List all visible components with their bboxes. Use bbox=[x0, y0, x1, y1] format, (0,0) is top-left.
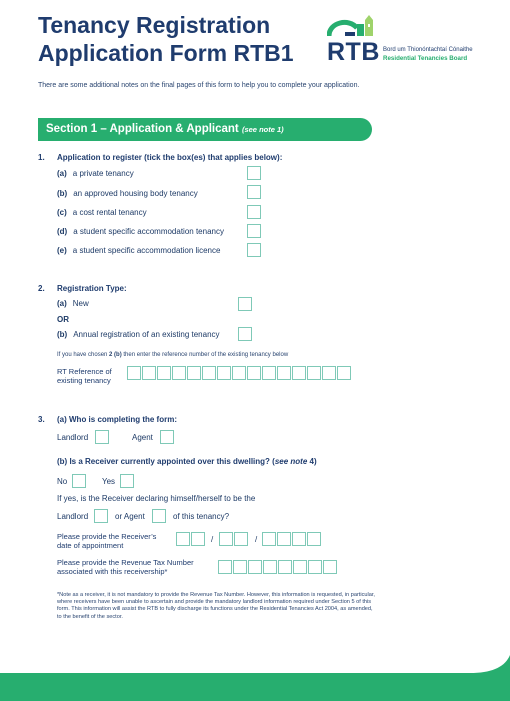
date-cell[interactable] bbox=[191, 532, 205, 546]
section-1-note: (see note 1) bbox=[241, 125, 284, 134]
q2-ref-label: RT Reference of existing tenancy bbox=[57, 367, 112, 385]
date-cell[interactable] bbox=[277, 532, 291, 546]
ref-cell[interactable] bbox=[262, 366, 276, 380]
date-cell[interactable] bbox=[234, 532, 248, 546]
q1-checkbox-a[interactable] bbox=[247, 166, 261, 180]
ref-cell[interactable] bbox=[187, 366, 201, 380]
rtb-logo-text: RTB bbox=[327, 38, 380, 66]
intro-text: There are some additional notes on the final pages of this form to help you to complete your application. bbox=[38, 82, 360, 89]
tax-cell[interactable] bbox=[233, 560, 247, 574]
q3a-landlord-label: Landlord bbox=[57, 433, 89, 442]
ref-cell[interactable] bbox=[127, 366, 141, 380]
q3b-tax-number-input[interactable] bbox=[218, 560, 338, 574]
q3b-yes-checkbox[interactable] bbox=[120, 474, 134, 488]
tax-cell[interactable] bbox=[323, 560, 337, 574]
ref-cell[interactable] bbox=[217, 366, 231, 380]
q3a-title: (a) Who is completing the form: bbox=[57, 415, 177, 424]
ref-cell[interactable] bbox=[277, 366, 291, 380]
ref-cell[interactable] bbox=[172, 366, 186, 380]
q3b-no-checkbox[interactable] bbox=[72, 474, 86, 488]
date-separator: / bbox=[211, 535, 214, 544]
date-cell[interactable] bbox=[292, 532, 306, 546]
tax-cell[interactable] bbox=[293, 560, 307, 574]
date-cell[interactable] bbox=[307, 532, 321, 546]
q1-checkbox-e[interactable] bbox=[247, 243, 261, 257]
logo-irish-name: Bord um Thionóntachtaí Cónaithe bbox=[383, 47, 473, 53]
q1-option-a: (a) a private tenancy bbox=[57, 169, 134, 178]
q3b-of-tenancy-label: of this tenancy? bbox=[173, 512, 230, 521]
q3b-title: (b) Is a Receiver currently appointed over this dwelling? (see note 4) bbox=[57, 457, 317, 466]
q3b-or-agent-label: or Agent bbox=[115, 512, 145, 521]
footer-wave bbox=[0, 655, 510, 701]
rtb-house-logo-icon bbox=[327, 14, 381, 38]
q3b-date-label: Please provide the Receiver’s date of appointment bbox=[57, 532, 157, 550]
tax-cell[interactable] bbox=[263, 560, 277, 574]
section-1-title: Section 1 – Application & Applicant bbox=[46, 123, 239, 135]
q3b-date-month[interactable] bbox=[219, 532, 249, 546]
date-cell[interactable] bbox=[262, 532, 276, 546]
q2-checkbox-new[interactable] bbox=[238, 297, 252, 311]
q3b-date-year[interactable] bbox=[262, 532, 322, 546]
ref-cell[interactable] bbox=[202, 366, 216, 380]
q1-option-b: (b) an approved housing body tenancy bbox=[57, 189, 198, 198]
tax-cell[interactable] bbox=[218, 560, 232, 574]
q1-option-c: (c) a cost rental tenancy bbox=[57, 208, 147, 217]
q2-number: 2. bbox=[38, 284, 45, 293]
form-title-line2: Application Form RTB1 bbox=[38, 40, 294, 66]
q3a-agent-label: Agent bbox=[132, 433, 153, 442]
q1-number: 1. bbox=[38, 153, 45, 162]
q3b-agent-checkbox[interactable] bbox=[152, 509, 166, 523]
section-1-header bbox=[38, 118, 372, 141]
ref-cell[interactable] bbox=[232, 366, 246, 380]
q3a-agent-checkbox[interactable] bbox=[160, 430, 174, 444]
q2-option-b: (b) Annual registration of an existing tenancy bbox=[57, 330, 220, 339]
q2-reference-input[interactable] bbox=[127, 366, 352, 380]
q3b-landlord-label: Landlord bbox=[57, 512, 89, 521]
q3b-landlord-checkbox[interactable] bbox=[94, 509, 108, 523]
ref-cell[interactable] bbox=[322, 366, 336, 380]
q3a-landlord-checkbox[interactable] bbox=[95, 430, 109, 444]
q2-title: Registration Type: bbox=[57, 284, 127, 293]
date-cell[interactable] bbox=[219, 532, 233, 546]
q2-or: OR bbox=[57, 315, 69, 324]
tax-cell[interactable] bbox=[248, 560, 262, 574]
tax-cell[interactable] bbox=[308, 560, 322, 574]
q3b-if-yes-text: If yes, is the Receiver declaring himself/herself to be the bbox=[57, 494, 256, 503]
date-cell[interactable] bbox=[176, 532, 190, 546]
logo-english-name: Residential Tenancies Board bbox=[383, 55, 468, 62]
ref-cell[interactable] bbox=[307, 366, 321, 380]
ref-cell[interactable] bbox=[157, 366, 171, 380]
q1-checkbox-d[interactable] bbox=[247, 224, 261, 238]
ref-cell[interactable] bbox=[142, 366, 156, 380]
ref-cell[interactable] bbox=[292, 366, 306, 380]
q2-hint: If you have chosen 2 (b) then enter the reference number of the existing tenancy below bbox=[57, 352, 289, 358]
ref-cell[interactable] bbox=[337, 366, 351, 380]
q1-checkbox-c[interactable] bbox=[247, 205, 261, 219]
q2-checkbox-annual[interactable] bbox=[238, 327, 252, 341]
q1-checkbox-b[interactable] bbox=[247, 185, 261, 199]
date-separator: / bbox=[255, 535, 258, 544]
q1-title: Application to register (tick the box(es) that applies below): bbox=[57, 153, 283, 162]
q3b-date-day[interactable] bbox=[176, 532, 206, 546]
q1-option-e: (e) a student specific accommodation licence bbox=[57, 246, 221, 255]
q3b-tax-label: Please provide the Revenue Tax Number associated with this receivership* bbox=[57, 558, 194, 576]
ref-cell[interactable] bbox=[247, 366, 261, 380]
q3b-no-label: No bbox=[57, 477, 68, 486]
tax-cell[interactable] bbox=[278, 560, 292, 574]
form-title-line1: Tenancy Registration bbox=[38, 12, 271, 38]
q1-option-d: (d) a student specific accommodation tenancy bbox=[57, 227, 224, 236]
q2-option-a: (a) New bbox=[57, 299, 89, 308]
q3b-yes-label: Yes bbox=[102, 477, 116, 486]
q3-number: 3. bbox=[38, 415, 45, 424]
receiver-footnote: *Note as a receiver, it is not mandatory to provide the Revenue Tax Number. However, this information is requested, in particular, where receivers have been unable to ascertain and provide the mandatory landlord information required under Section 5 of this form. This information will assist the RTB to fully discharge its functions under the Residential Tenancies Act 2004, as amended, to the benefit of the sector. bbox=[57, 592, 375, 620]
